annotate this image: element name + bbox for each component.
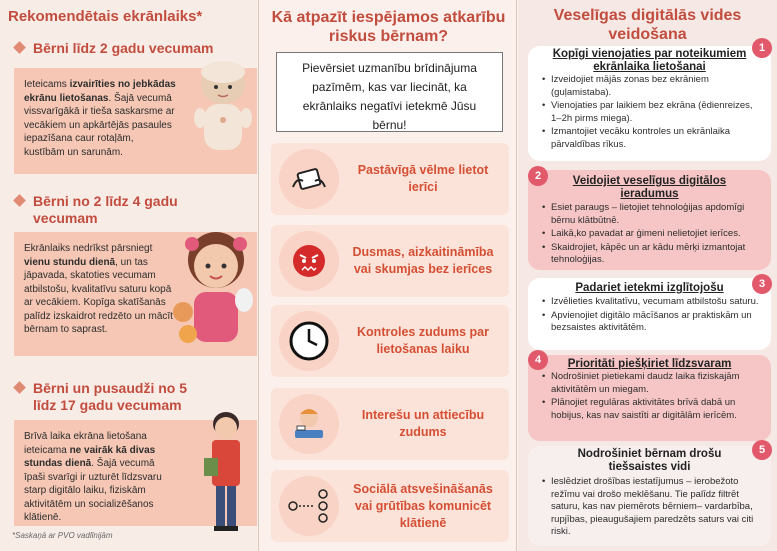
tip-card-4 — [528, 355, 771, 441]
tip-item: • Apvienojiet digitālo mācīšanos ar praktiskām un bezsaistes aktivitātēm. — [542, 310, 761, 335]
risk-item-loss-of-interests — [271, 388, 509, 460]
risk-label: Interešu un attiecību zudums — [361, 408, 485, 439]
step-number-badge: 4 — [528, 350, 548, 370]
tip-item: • Izvēlieties kvalitatīvu, vecumam atbilstošu saturu. — [542, 296, 761, 309]
column-title: Rekomendētais ekrānlaiks* — [8, 8, 203, 25]
risk-label: Dusmas, aizkaitināmība vai skumjas bez ierīces — [352, 245, 494, 276]
tip-title: Kopīgi vienojaties par noteikumiem ekrānlaika lietošanai — [552, 48, 747, 73]
tip-item: • Izmantojiet vecāku kontroles un ekrānlaika pārvaldības rīkus. — [542, 126, 761, 151]
age-text-2-4: Ekrānlaiks nedrīkst pārsniegt vienu stundu dienā, un tas jāpavada, skatoties vecumam atbilstošu, kvalitatīvu saturu kopā ar vecākiem. Kopīga skatīšanās palīdz izskaidrot redzēto un mācīt bērnam to saprast. — [24, 243, 173, 335]
tip-title: Prioritāti piešķiriet līdzsvaram — [567, 358, 732, 370]
risk-item-loss-of-control — [271, 305, 509, 377]
risk-item-constant-urge — [271, 143, 509, 215]
tip-item: • Izveidojiet mājās zonas bez ekrāniem (guļamistaba). — [542, 74, 761, 99]
column-title: Veselīgas digitālās vides veidošana — [553, 7, 742, 43]
age-heading-2-4: Bērni no 2 līdz 4 gadu vecumam — [13, 193, 213, 227]
angry-face-icon — [279, 231, 339, 291]
tip-list — [542, 371, 761, 423]
recommended-screen-time-column — [0, 0, 257, 551]
tip-item: • Ieslēdziet drošības iestatījumus – ierobežoto režīmu vai drošo meklēšanu. Tie palīdz filtrēt saturu, kas nav piemērots bērniem– vardarbība, rupjības, pieaugušajiem paredzēts saturs vai citi riski. — [542, 476, 761, 539]
tip-list — [542, 74, 761, 152]
footnote: *Saskaņā ar PVO vadlīnijām — [12, 531, 113, 540]
step-number-badge: 1 — [752, 38, 772, 58]
step-number-badge: 2 — [528, 166, 548, 186]
risk-label: Pastāvīgā vēlme lietot ierīci — [357, 163, 489, 194]
age-text-0-2: Ieteicams izvairīties no jebkādas ekrānu lietošanas. Šajā vecumā vissvarīgākā ir tieša saskarsme ar vecākiem un apkārtējās pasaules iepazīšana caur rotaļām, kustībām un sarunām. — [24, 79, 176, 158]
risk-item-anger — [271, 225, 509, 297]
tip-list — [542, 296, 761, 336]
column-title: Kā atpazīt iespējamos atkarību riskus bērnam? — [271, 9, 506, 45]
age-heading-5-17: Bērni un pusaudži no 5 līdz 17 gadu vecumam — [13, 380, 213, 414]
tip-title: Nodrošiniet bērnam drošu tiešsaistes vidi — [577, 448, 722, 473]
tip-item: • Laikā,ko pavadat ar ģimeni nelietojiet ierīces. — [542, 228, 761, 241]
healthy-digital-environment-column — [518, 0, 777, 551]
baby-illustration — [190, 58, 256, 158]
step-number-badge: 5 — [752, 440, 772, 460]
tip-card-3 — [528, 278, 771, 350]
tip-item: • Vienojaties par laikiem bez ekrāna (ēdienreizes, 1–2h pirms miega). — [542, 100, 761, 125]
tip-card-1 — [528, 46, 771, 161]
age-heading-0-2: Bērni līdz 2 gadu vecumam — [13, 40, 243, 57]
tip-card-5 — [528, 446, 771, 546]
risk-label: Kontroles zudums par lietošanas laiku — [357, 325, 489, 356]
tip-item: • Nodrošiniet pietiekami daudz laika fiziskajām aktivitātēm un miegam. — [542, 371, 761, 396]
tip-list — [542, 202, 761, 268]
tip-list — [542, 476, 761, 540]
tip-card-2 — [528, 170, 771, 270]
tip-item: • Skaidrojiet, kāpēc un ar kādu mērķi izmantojat tehnoloģijas. — [542, 242, 761, 267]
step-number-badge: 3 — [752, 274, 772, 294]
warning-intro-box: Pievērsiet uzmanību brīdinājuma pazīmēm, kas var liecināt, ka ekrānlaiks negatīvi ietekmē Jūsu bērnu! — [276, 52, 503, 132]
girl-with-toys-illustration — [168, 222, 256, 352]
clock-icon — [279, 311, 339, 371]
age-text-5-17: Brīvā laika ekrāna lietošana ieteicama ne vairāk kā divas stundas dienā. Šajā vecumā īpaši svarīgi ir uzturēt līdzsvaru starp digitālo laiku, fiziskām aktivitātēm un socializēšanos klātienē. — [24, 431, 162, 523]
risk-item-social-isolation — [271, 470, 509, 542]
tip-title: Padariet ietekmi izglītojošu — [575, 282, 724, 294]
risk-label: Sociālā atsvešināšanās vai grūtības komunicēt klātienē — [353, 481, 493, 530]
tip-item: • Plānojiet regulāras aktivitātes brīvā dabā un hobijus, kas nav saistīti ar digitālām ierīcēm. — [542, 397, 761, 422]
boy-with-books-illustration — [196, 408, 256, 538]
addiction-risks-column — [258, 0, 517, 551]
bored-child-icon — [279, 394, 339, 454]
tip-title: Veidojiet veselīgus digitālos ieradumus — [572, 175, 727, 200]
tip-item: • Esiet paraugs – lietojiet tehnoloģijas apdomīgi bērnu klātbūtnē. — [542, 202, 761, 227]
isolated-person-icon — [279, 476, 339, 536]
hands-tablet-icon — [279, 149, 339, 209]
